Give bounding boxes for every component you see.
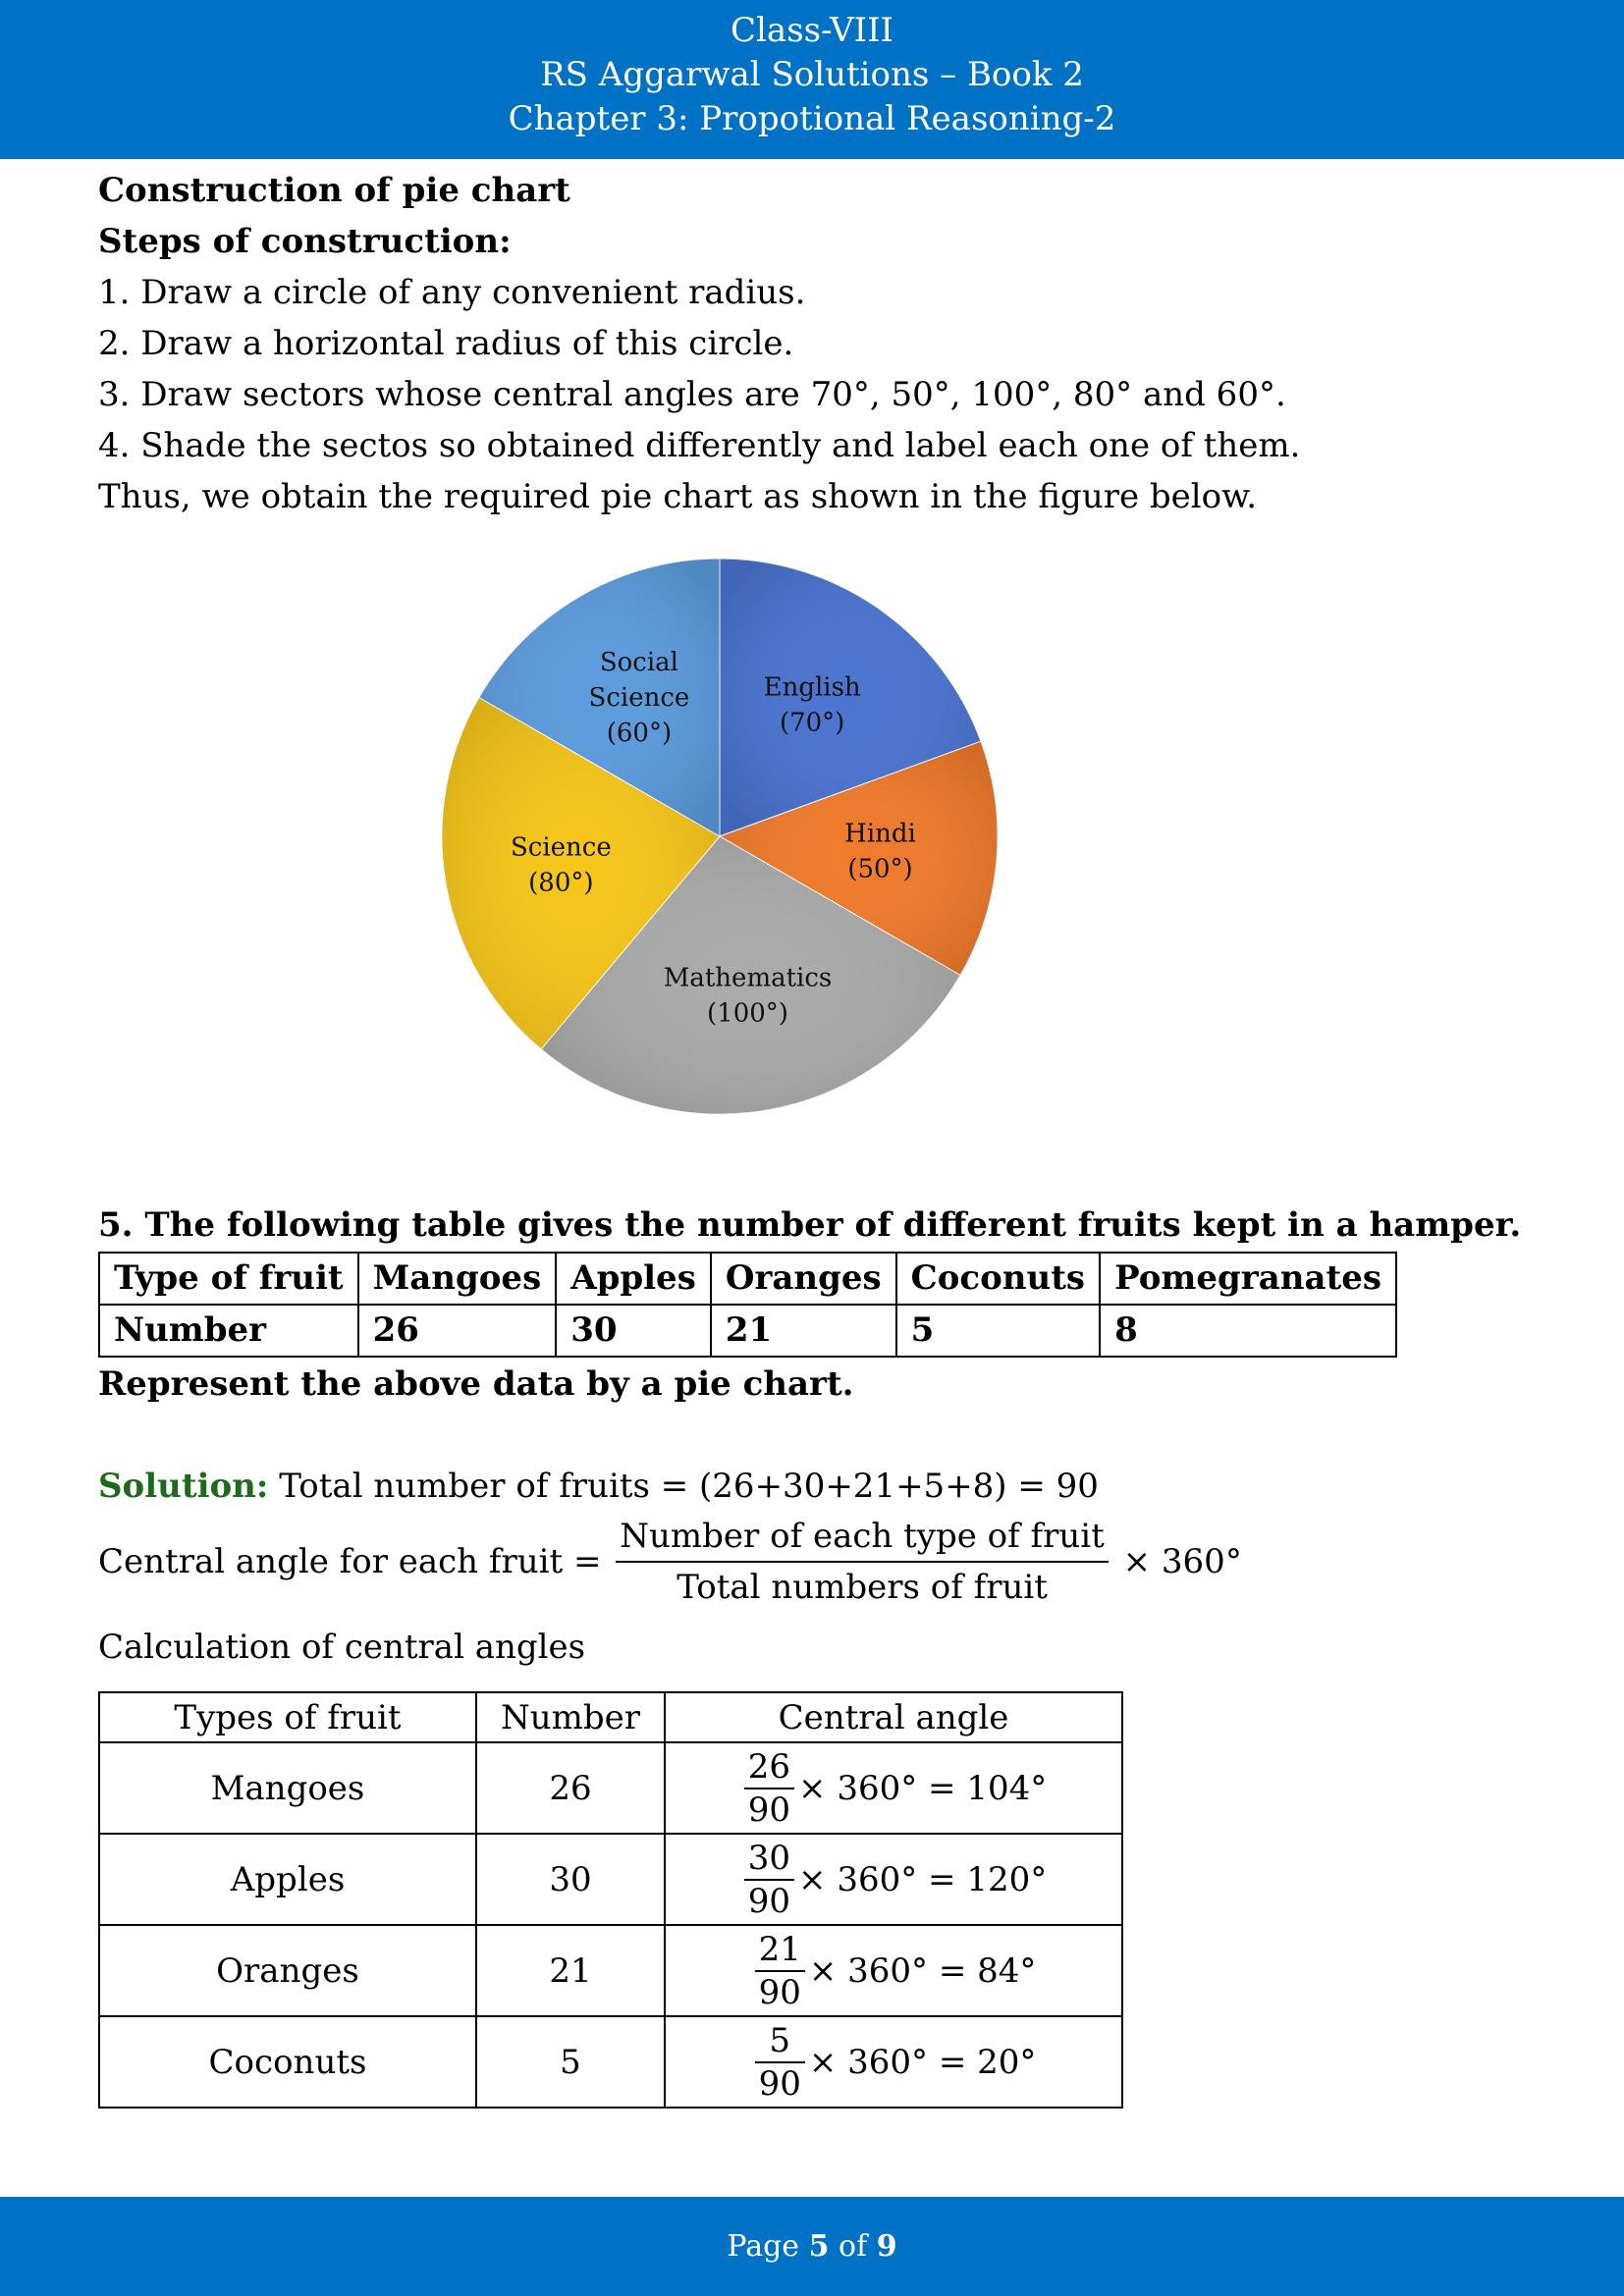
calc-heading: Calculation of central angles [98, 1628, 586, 1667]
angle-result: × 360° = 84° [808, 1950, 1037, 1991]
solution-label: Solution: [98, 1467, 269, 1506]
fruit-number: 26 [476, 1742, 665, 1834]
angle-result: × 360° = 104° [798, 1768, 1048, 1808]
angle-result: × 360° = 120° [798, 1859, 1048, 1899]
table-row [99, 1742, 1122, 1834]
fruit-name: Coconuts [99, 2016, 476, 2108]
fruit-table [98, 1252, 1397, 1358]
formula-lhs: Central angle for each fruit = [98, 1542, 602, 1581]
angle-calc [665, 1925, 1122, 2016]
angle-calc [665, 1834, 1122, 1925]
construction-title: Construction of pie chart [98, 171, 570, 210]
number-cell: 8 [1100, 1305, 1396, 1357]
pie-chart [432, 550, 1021, 1139]
table-header-row [99, 1692, 1122, 1742]
table-row [99, 1925, 1122, 2016]
fraction-numerator: 5 [755, 2020, 805, 2063]
steps-heading: Steps of construction: [98, 222, 512, 261]
angle-fraction [755, 1929, 805, 2013]
fruit-cell: Pomegranates [1100, 1253, 1396, 1305]
question-instruction: Represent the above data by a pie chart. [98, 1364, 854, 1404]
row-header-number: Number [99, 1305, 358, 1357]
pie-label-science: Science (80°) [510, 832, 612, 898]
fruit-number: 5 [476, 2016, 665, 2108]
page-total: 9 [876, 2229, 897, 2264]
header-types: Types of fruit [99, 1692, 476, 1742]
step-4: 4. Shade the sectos so obtained differently and label each one of them. [98, 426, 1301, 465]
solution-total-text: Total number of fruits = (26+30+21+5+8) = 90 [279, 1467, 1099, 1506]
table-row [99, 1305, 1396, 1357]
fruit-name: Oranges [99, 1925, 476, 2016]
number-cell: 26 [358, 1305, 557, 1357]
fraction-numerator: 26 [744, 1746, 794, 1789]
angle-result: × 360° = 20° [808, 2042, 1037, 2082]
step-1: 1. Draw a circle of any convenient radius. [98, 273, 806, 312]
fruit-name: Mangoes [99, 1742, 476, 1834]
angle-fraction [744, 1838, 794, 1922]
fraction-numerator: 21 [755, 1929, 805, 1972]
pie-label-hindi: Hindi (50°) [844, 819, 916, 884]
formula-denominator: Total numbers of fruit [677, 1568, 1048, 1607]
page-prefix: Page [727, 2229, 800, 2264]
page-header [0, 0, 1624, 159]
step-3: 3. Draw sectors whose central angles are 70°, 50°, 100°, 80° and 60°. [98, 375, 1286, 414]
fraction-denominator: 90 [747, 1789, 791, 1830]
page-number: 5 [808, 2229, 830, 2264]
question-text: 5. The following table gives the number of different fruits kept in a hamper. [98, 1205, 1522, 1245]
number-cell: 5 [896, 1305, 1100, 1357]
fruit-cell: Apples [556, 1253, 711, 1305]
fruit-cell: Mangoes [358, 1253, 557, 1305]
number-cell: 30 [556, 1305, 711, 1357]
central-angle-table [98, 1691, 1123, 2109]
solution-total [98, 1461, 1099, 1512]
fraction-numerator: 30 [744, 1838, 794, 1881]
formula-rhs: × 360° [1122, 1542, 1242, 1581]
formula-numerator: Number of each type of fruit [616, 1512, 1109, 1563]
header-central-angle: Central angle [665, 1692, 1122, 1742]
fraction-denominator: 90 [758, 1972, 801, 2012]
chapter-label: Chapter 3: Propotional Reasoning-2 [508, 99, 1116, 138]
angle-calc [665, 2016, 1122, 2108]
fraction-denominator: 90 [758, 2063, 801, 2104]
angle-fraction [744, 1746, 794, 1831]
central-angle-formula [98, 1512, 1242, 1612]
book-label: RS Aggarwal Solutions – Book 2 [540, 55, 1084, 94]
fraction-denominator: 90 [747, 1881, 791, 1921]
table-row [99, 1834, 1122, 1925]
table-row [99, 1253, 1396, 1305]
angle-calc [665, 1742, 1122, 1834]
row-header-type: Type of fruit [99, 1253, 358, 1305]
angle-fraction [755, 2020, 805, 2105]
header-number: Number [476, 1692, 665, 1742]
pie-label-english: English (70°) [763, 672, 861, 738]
fruit-number: 21 [476, 1925, 665, 2016]
table-row [99, 2016, 1122, 2108]
class-label: Class-VIII [731, 11, 893, 50]
step-2: 2. Draw a horizontal radius of this circle. [98, 324, 794, 363]
fruit-name: Apples [99, 1834, 476, 1925]
formula-fraction [616, 1512, 1109, 1612]
pie-label-mathematics: Mathematics (100°) [663, 963, 833, 1029]
fruit-cell: Oranges [711, 1253, 896, 1305]
construction-conclusion: Thus, we obtain the required pie chart as shown in the figure below. [98, 477, 1258, 516]
pie-label-social-science: Social Science (60°) [588, 647, 690, 748]
fruit-cell: Coconuts [896, 1253, 1100, 1305]
fruit-number: 30 [476, 1834, 665, 1925]
construction-section [98, 165, 1532, 522]
page-of: of [839, 2229, 868, 2264]
page-footer [0, 2197, 1624, 2296]
number-cell: 21 [711, 1305, 896, 1357]
